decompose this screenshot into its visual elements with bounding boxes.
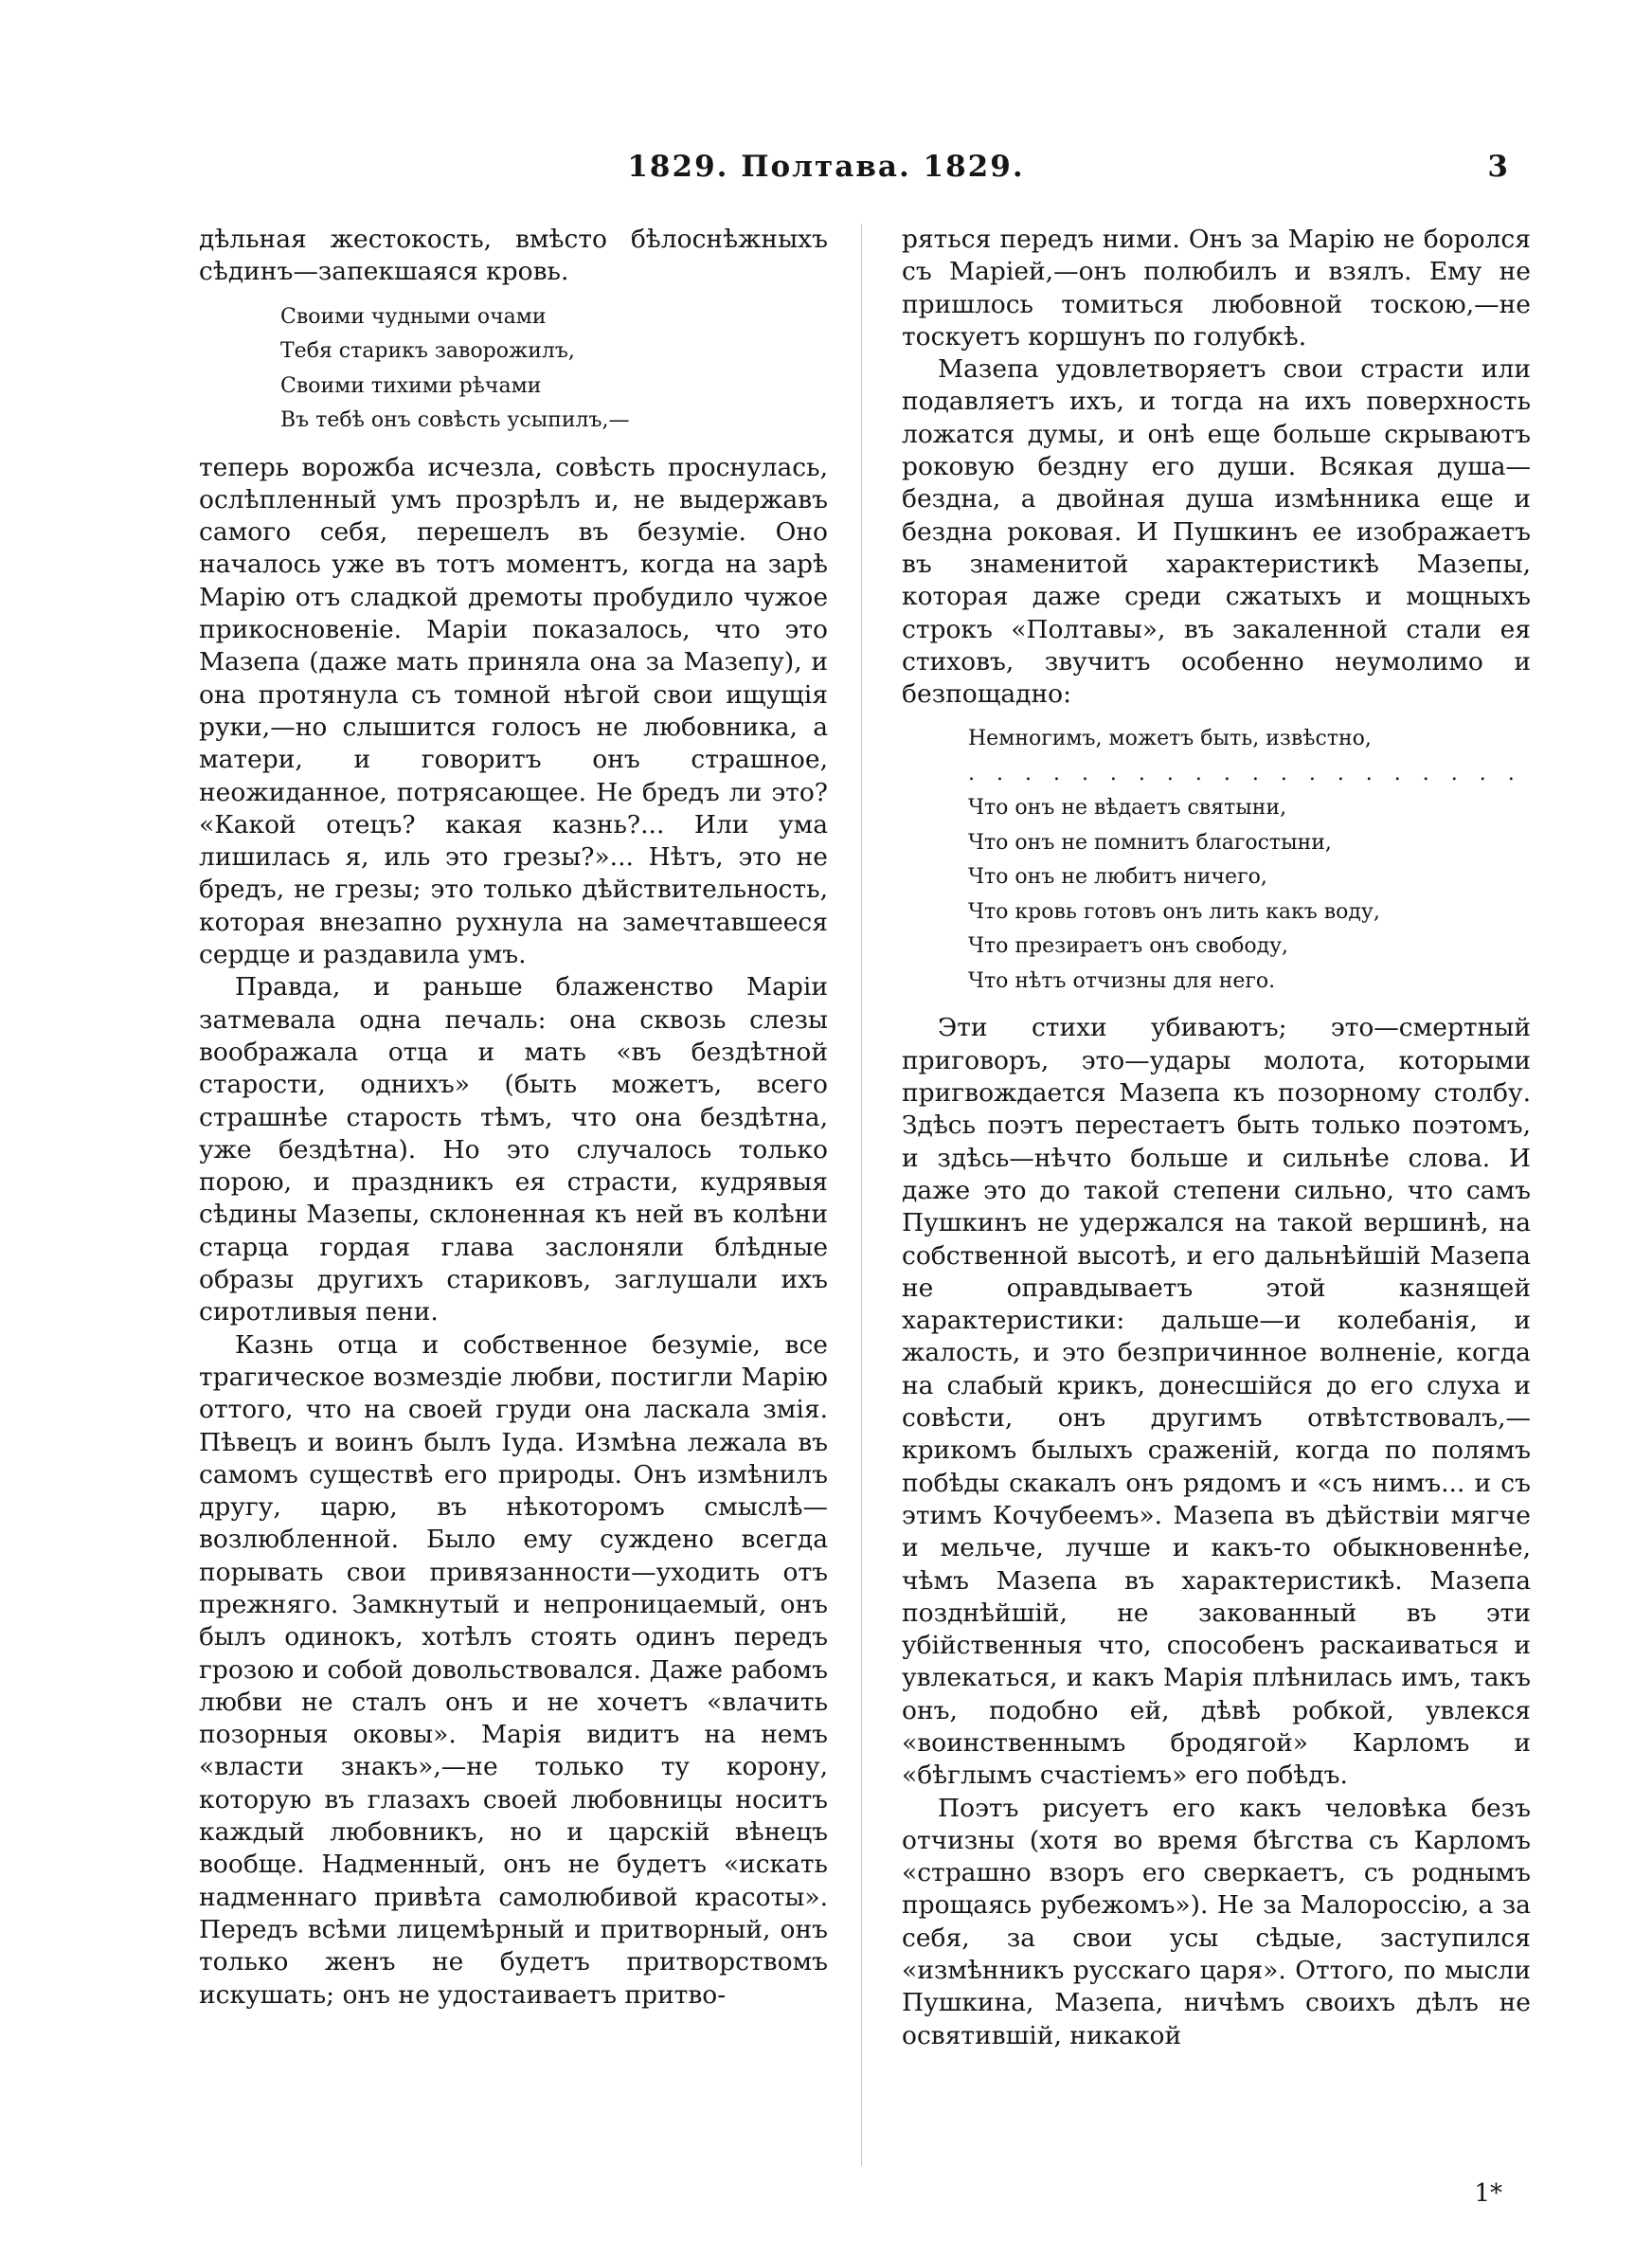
- right-column: [902, 224, 1531, 2052]
- verse-ellipsis-line: . . . . . . . . . . . . . . . . . . . .: [968, 761, 1522, 785]
- verse-line: Что нѣтъ отчизны для него.: [968, 968, 1276, 993]
- verse-quote-1: [199, 300, 828, 439]
- verse-line: Тебя старикъ заворожилъ,: [280, 339, 575, 364]
- left-paragraph-3: Правда, и раньше блаженство Маріи затмевала одна печаль: она сквозь слезы воображала отца и мать «въ бездѣтной старости, одниxъ» (быть можетъ, всего страшнѣе старость тѣмъ, что она бездѣтна, уже бездѣтна). Но это случалось только порою, и праздникъ ея страсти, кудрявыя сѣдины Мазепы, склоненная къ ней въ колѣни старца гордая глава заслоняли блѣдные образы другихъ стариковъ, заглушали ихъ сиротливыя пени.: [199, 972, 828, 1327]
- left-paragraph-1: дѣльная жестокость, вмѣсто бѣлоснѣжныхъ сѣдинъ—запекшаяся кровь.: [199, 225, 828, 287]
- right-paragraph-4: Поэтъ рисуетъ его какъ человѣка безъ отчизны (хотя во время бѣгства съ Карломъ «страшно взоръ его сверкаетъ, съ роднымъ прощаясь рубежомъ»). Не за Малороссію, а за себя, за свои усы сѣдые, заступился «измѣнникъ русскаго царя». Оттого, по мысли Пушкина, Мазепа, ничѣмъ своихъ дѣлъ не освятившій, никакой: [902, 1793, 1531, 2050]
- verse-line: Немногимъ, можетъ быть, извѣстно,: [968, 727, 1372, 751]
- right-paragraph-3: Эти стихи убиваютъ; это—смертный приговоръ, это—удары молота, которыми пригвождается Мазепа къ позорному столбу. Здѣсь поэтъ перестаетъ быть только поэтомъ, и здѣсь—нѣчто больше и сильнѣе слова. И даже это до такой степени сильно, что самъ Пушкинъ не удержался на такой вершинѣ, на собственной высотѣ, и его дальнѣйшій Мазепа не оправдываетъ этой казнящей характеристики: дальше—и колебанія, и жалость, и это безпричинное волненіе, когда на слабый крикъ, донесшійся до его слуха и совѣсти, онъ другимъ отвѣтствовалъ,—крикомъ былыхъ сраженій, когда по полямъ побѣды скакалъ онъ рядомъ и «съ нимъ... и съ этимъ Кочубеемъ». Мазепа въ дѣйствіи мягче и мельче, лучше и какъ-то обыкновеннѣе, чѣмъ Мазепа въ характеристикѣ. Мазепа позднѣйшій, не закованный въ эти убійственныя что, способенъ раскаиваться и увлекаться, и какъ Марія плѣнилась имъ, такъ онъ, подобно ей, дѣвѣ робкой, увлекся «воинственнымъ бродягой» Карломъ и «бѣглымъ счастіемъ» его побѣдъ.: [902, 1013, 1531, 1791]
- verse-line: Своими чудными очами: [280, 304, 547, 329]
- left-column: [199, 224, 828, 2012]
- right-paragraph-2: Мазепа удовлетворяетъ свои страсти или подавляетъ ихъ, и тогда на ихъ поверхность ложатся думы, и онѣ еще больше скрываютъ роковую бездну его души. Всякая душа—бездна, а двойная душа измѣнника еще и бездна роковая. И Пушкинъ ее изображаетъ въ знаменитой характеристикѣ Мазепы, которая даже среди сжатыхъ и мощныхъ строкъ «Полтавы», въ закаленной стали ея стиховъ, звучитъ особенно неумолимо и безпощадно:: [902, 354, 1531, 710]
- signature-mark: 1*: [1474, 2179, 1502, 2208]
- left-paragraph-4: Казнь отца и собственное безуміе, все трагическое возмездіе любви, постигли Марію оттого, что на своей груди она ласкала змія. Пѣвецъ и воинъ былъ Іуда. Измѣна лежала въ самомъ существѣ его природы. Онъ измѣнилъ другу, царю, въ нѣкоторомъ смыслѣ—возлюбленной. Было ему суждено всегда порывать свои привязанности—уходить отъ прежняго. Замкнутый и непроницаемый, онъ былъ одинокъ, хотѣлъ стоять одинъ передъ грозою и собой довольствовался. Даже рабомъ любви не сталъ онъ и не хочетъ «влачить позорныя оковы». Марія видитъ на немъ «власти знакъ»,—не только ту корону, которую въ глазахъ своей любовницы носитъ каждый любовникъ, но и царскій вѣнецъ вообще. Надменный, онъ не будетъ «искать надменнаго привѣта самолюбивой красоты». Передъ всѣми лицемѣрный и притворный, онъ только женъ не будетъ притворствомъ искушать; онъ не удостаиваетъ притво-: [199, 1329, 828, 2010]
- column-divider: [861, 224, 862, 2166]
- verse-line: Что онъ не любитъ ничего,: [968, 865, 1267, 890]
- right-paragraph-1: ряться передъ ними. Онъ за Марію не боролся съ Маріей,—онъ полюбилъ и взялъ. Ему не пришлось томиться любовной тоскою,—не тоскуетъ коршунъ по голубкѣ.: [902, 225, 1531, 352]
- left-paragraph-2: теперь ворожба исчезла, совѣсть проснулась, ослѣпленный умъ прозрѣлъ и, не выдержавъ самого себя, перешелъ въ безуміе. Оно началось уже въ тотъ моментъ, когда на зарѣ Марію отъ сладкой дремоты пробудило чужое прикосновеніе. Маріи показалось, что это Мазепа (даже мать приняла она за Мазепу), и она протянула съ томной нѣгой свои ищущія руки,—но слышится голосъ не любовника, а матери, и говоритъ онъ страшное, неожиданное, потрясающее. Не бредъ ли это? «Какой отецъ? какая казнь?... Или ума лишилась я, иль это грезы?»... Нѣтъ, это не бредъ, не грезы; это только дѣйствительность, которая внезапно рухнула на замечтавшееся сердце и раздавила умъ.: [199, 452, 828, 970]
- page-number: 3: [1487, 150, 1508, 184]
- verse-line: Въ тебѣ онъ совѣсть усыпилъ,—: [280, 408, 630, 433]
- verse-quote-2: [902, 722, 1531, 999]
- page-header: [0, 150, 1652, 207]
- verse-line: Что презираетъ онъ свободу,: [968, 934, 1289, 959]
- verse-line: Что онъ не вѣдаетъ святыни,: [968, 796, 1287, 821]
- verse-line: Что кровь готовъ онъ лить какъ воду,: [968, 899, 1380, 924]
- verse-line: Своими тихими рѣчами: [280, 373, 542, 398]
- running-title: 1829. Полтава. 1829.: [627, 150, 1025, 184]
- verse-line: Что онъ не помнитъ благостыни,: [968, 830, 1332, 855]
